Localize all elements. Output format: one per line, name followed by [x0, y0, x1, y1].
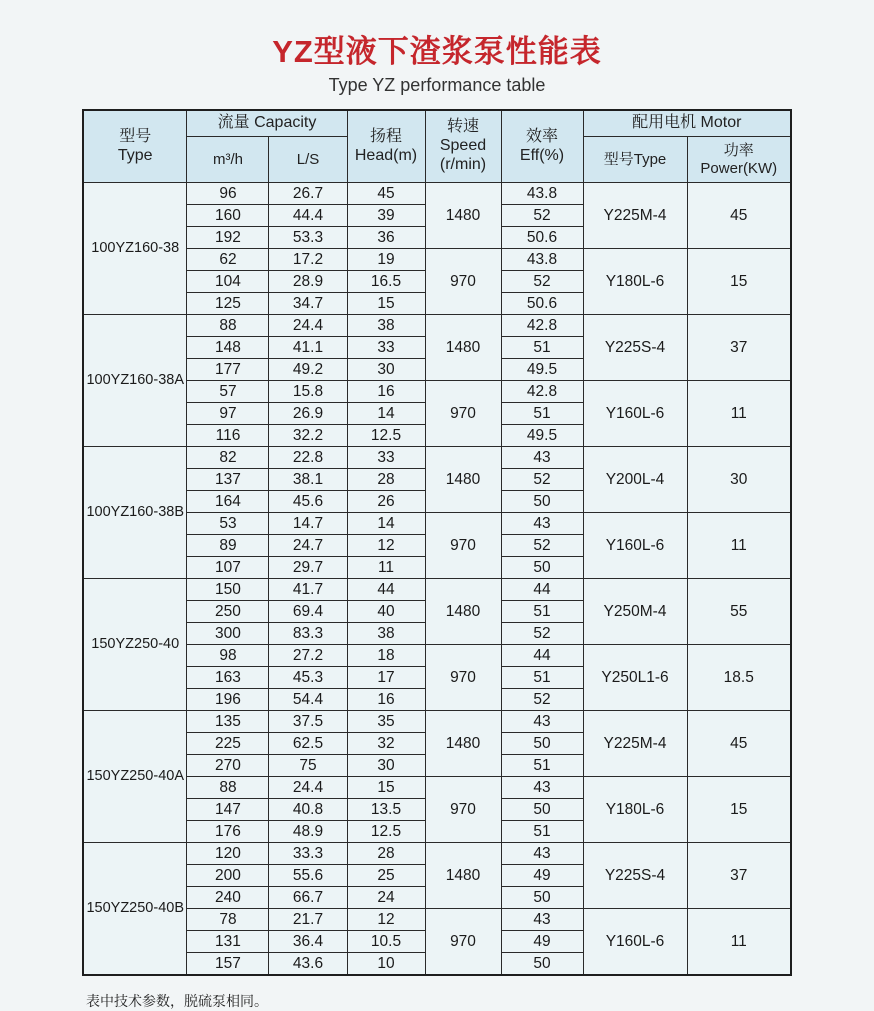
speed-cell: 970	[425, 909, 501, 976]
eff-cell: 50	[501, 799, 583, 821]
eff-cell: 50	[501, 491, 583, 513]
head-cell: 30	[347, 359, 425, 381]
page-title: YZ型液下渣浆泵性能表	[272, 34, 602, 69]
header-speed-en: Speed	[439, 137, 487, 155]
motor-power-cell: 37	[687, 315, 791, 381]
capacity-ls-cell: 24.4	[269, 777, 347, 799]
head-cell: 38	[347, 623, 425, 645]
eff-cell: 43.8	[501, 183, 583, 205]
table-body	[83, 183, 791, 976]
capacity-m3h-cell: 196	[187, 689, 269, 711]
eff-cell: 50	[501, 887, 583, 909]
capacity-m3h-cell: 250	[187, 601, 269, 623]
head-cell: 28	[347, 469, 425, 491]
eff-cell: 52	[501, 689, 583, 711]
head-cell: 16	[347, 381, 425, 403]
eff-cell: 50	[501, 557, 583, 579]
capacity-ls-cell: 69.4	[269, 601, 347, 623]
table-row	[83, 447, 791, 469]
capacity-m3h-cell: 150	[187, 579, 269, 601]
motor-type-cell: Y250L1-6	[583, 645, 687, 711]
table-row	[83, 909, 791, 931]
capacity-ls-cell: 55.6	[269, 865, 347, 887]
table-row	[83, 513, 791, 535]
capacity-m3h-cell: 163	[187, 667, 269, 689]
capacity-m3h-cell: 104	[187, 271, 269, 293]
head-cell: 44	[347, 579, 425, 601]
head-cell: 14	[347, 513, 425, 535]
footnote: 表中技术参数，脱硫泵相同。	[86, 993, 268, 1010]
capacity-m3h-cell: 107	[187, 557, 269, 579]
capacity-m3h-cell: 300	[187, 623, 269, 645]
head-cell: 16.5	[347, 271, 425, 293]
motor-type-cell: Y225M-4	[583, 183, 687, 249]
capacity-ls-cell: 21.7	[269, 909, 347, 931]
table-row	[83, 315, 791, 337]
head-cell: 25	[347, 865, 425, 887]
eff-cell: 43	[501, 843, 583, 865]
head-cell: 38	[347, 315, 425, 337]
capacity-m3h-cell: 62	[187, 249, 269, 271]
eff-cell: 52	[501, 469, 583, 491]
table-row	[83, 711, 791, 733]
capacity-ls-cell: 44.4	[269, 205, 347, 227]
header-row-main	[83, 110, 791, 136]
eff-cell: 52	[501, 535, 583, 557]
motor-type-cell: Y200L-4	[583, 447, 687, 513]
head-cell: 18	[347, 645, 425, 667]
capacity-m3h-cell: 125	[187, 293, 269, 315]
capacity-m3h-cell: 57	[187, 381, 269, 403]
capacity-m3h-cell: 96	[187, 183, 269, 205]
eff-cell: 43	[501, 513, 583, 535]
eff-cell: 51	[501, 755, 583, 777]
eff-cell: 51	[501, 821, 583, 843]
capacity-ls-cell: 53.3	[269, 227, 347, 249]
capacity-ls-cell: 54.4	[269, 689, 347, 711]
motor-type-cell: Y180L-6	[583, 777, 687, 843]
header-capacity-m3h: m³/h	[187, 136, 269, 182]
capacity-ls-cell: 29.7	[269, 557, 347, 579]
header-type-cn: 型号	[119, 127, 152, 145]
performance-table	[82, 109, 792, 976]
eff-cell: 43.8	[501, 249, 583, 271]
eff-cell: 42.8	[501, 381, 583, 403]
head-cell: 28	[347, 843, 425, 865]
head-cell: 10	[347, 953, 425, 976]
capacity-m3h-cell: 98	[187, 645, 269, 667]
speed-cell: 970	[425, 249, 501, 315]
head-cell: 36	[347, 227, 425, 249]
eff-cell: 43	[501, 711, 583, 733]
capacity-ls-cell: 48.9	[269, 821, 347, 843]
capacity-m3h-cell: 88	[187, 777, 269, 799]
eff-cell: 49.5	[501, 425, 583, 447]
capacity-ls-cell: 14.7	[269, 513, 347, 535]
table-row	[83, 843, 791, 865]
capacity-ls-cell: 45.6	[269, 491, 347, 513]
head-cell: 12.5	[347, 425, 425, 447]
capacity-ls-cell: 38.1	[269, 469, 347, 491]
capacity-ls-cell: 62.5	[269, 733, 347, 755]
motor-type-cell: Y160L-6	[583, 513, 687, 579]
head-cell: 45	[347, 183, 425, 205]
capacity-m3h-cell: 88	[187, 315, 269, 337]
capacity-ls-cell: 41.1	[269, 337, 347, 359]
capacity-m3h-cell: 157	[187, 953, 269, 976]
head-cell: 16	[347, 689, 425, 711]
capacity-ls-cell: 45.3	[269, 667, 347, 689]
motor-power-cell: 18.5	[687, 645, 791, 711]
capacity-m3h-cell: 160	[187, 205, 269, 227]
motor-type-cell: Y160L-6	[583, 909, 687, 976]
capacity-ls-cell: 33.3	[269, 843, 347, 865]
header-head-en: Head(m)	[354, 146, 418, 164]
table-row	[83, 249, 791, 271]
speed-cell: 1480	[425, 843, 501, 909]
speed-cell: 970	[425, 381, 501, 447]
eff-cell: 52	[501, 271, 583, 293]
motor-power-cell: 37	[687, 843, 791, 909]
capacity-m3h-cell: 78	[187, 909, 269, 931]
speed-cell: 1480	[425, 183, 501, 249]
head-cell: 35	[347, 711, 425, 733]
capacity-m3h-cell: 120	[187, 843, 269, 865]
model-cell: 150YZ250-40	[83, 579, 187, 711]
capacity-ls-cell: 26.9	[269, 403, 347, 425]
header-eff	[501, 110, 583, 183]
header-head-cn: 扬程	[369, 127, 402, 145]
capacity-m3h-cell: 82	[187, 447, 269, 469]
eff-cell: 50	[501, 733, 583, 755]
eff-cell: 52	[501, 623, 583, 645]
eff-cell: 42.8	[501, 315, 583, 337]
head-cell: 13.5	[347, 799, 425, 821]
head-cell: 12	[347, 535, 425, 557]
model-cell: 150YZ250-40B	[83, 843, 187, 976]
motor-type-cell: Y160L-6	[583, 381, 687, 447]
motor-power-cell: 55	[687, 579, 791, 645]
eff-cell: 43	[501, 909, 583, 931]
header-motor-type: 型号Type	[583, 136, 687, 182]
eff-cell: 44	[501, 645, 583, 667]
eff-cell: 50.6	[501, 293, 583, 315]
header-capacity-ls: L/S	[269, 136, 347, 182]
header-motor-power: 功率Power(KW)	[687, 136, 791, 182]
capacity-ls-cell: 22.8	[269, 447, 347, 469]
capacity-ls-cell: 17.2	[269, 249, 347, 271]
eff-cell: 43	[501, 777, 583, 799]
speed-cell: 970	[425, 513, 501, 579]
head-cell: 12.5	[347, 821, 425, 843]
capacity-m3h-cell: 164	[187, 491, 269, 513]
capacity-ls-cell: 37.5	[269, 711, 347, 733]
speed-cell: 1480	[425, 579, 501, 645]
head-cell: 15	[347, 293, 425, 315]
head-cell: 11	[347, 557, 425, 579]
head-cell: 39	[347, 205, 425, 227]
motor-power-cell: 11	[687, 909, 791, 976]
motor-type-cell: Y225M-4	[583, 711, 687, 777]
table-row	[83, 579, 791, 601]
motor-type-cell: Y180L-6	[583, 249, 687, 315]
capacity-ls-cell: 83.3	[269, 623, 347, 645]
motor-power-cell: 15	[687, 249, 791, 315]
eff-cell: 49	[501, 865, 583, 887]
head-cell: 12	[347, 909, 425, 931]
header-eff-cn: 效率	[525, 127, 558, 145]
capacity-m3h-cell: 147	[187, 799, 269, 821]
head-cell: 33	[347, 337, 425, 359]
motor-type-cell: Y225S-4	[583, 843, 687, 909]
capacity-ls-cell: 26.7	[269, 183, 347, 205]
capacity-ls-cell: 34.7	[269, 293, 347, 315]
speed-cell: 970	[425, 777, 501, 843]
capacity-m3h-cell: 135	[187, 711, 269, 733]
capacity-m3h-cell: 116	[187, 425, 269, 447]
eff-cell: 51	[501, 667, 583, 689]
eff-cell: 43	[501, 447, 583, 469]
capacity-ls-cell: 43.6	[269, 953, 347, 976]
capacity-m3h-cell: 270	[187, 755, 269, 777]
head-cell: 26	[347, 491, 425, 513]
capacity-ls-cell: 36.4	[269, 931, 347, 953]
capacity-m3h-cell: 176	[187, 821, 269, 843]
capacity-ls-cell: 24.7	[269, 535, 347, 557]
eff-cell: 50.6	[501, 227, 583, 249]
page	[0, 26, 874, 1011]
capacity-m3h-cell: 89	[187, 535, 269, 557]
speed-cell: 1480	[425, 447, 501, 513]
capacity-m3h-cell: 97	[187, 403, 269, 425]
header-speed-cn: 转速	[446, 118, 479, 136]
header-speed-unit: (r/min)	[439, 156, 487, 174]
head-cell: 17	[347, 667, 425, 689]
eff-cell: 49	[501, 931, 583, 953]
header-head	[347, 110, 425, 183]
header-motor: 配用电机 Motor	[583, 110, 791, 136]
capacity-ls-cell: 75	[269, 755, 347, 777]
motor-power-cell: 45	[687, 711, 791, 777]
head-cell: 30	[347, 755, 425, 777]
model-cell: 100YZ160-38B	[83, 447, 187, 579]
motor-power-cell: 45	[687, 183, 791, 249]
capacity-m3h-cell: 53	[187, 513, 269, 535]
capacity-ls-cell: 32.2	[269, 425, 347, 447]
capacity-ls-cell: 28.9	[269, 271, 347, 293]
eff-cell: 51	[501, 337, 583, 359]
header-type-en: Type	[117, 146, 153, 164]
eff-cell: 49.5	[501, 359, 583, 381]
eff-cell: 51	[501, 403, 583, 425]
table-row	[83, 645, 791, 667]
capacity-m3h-cell: 131	[187, 931, 269, 953]
capacity-ls-cell: 27.2	[269, 645, 347, 667]
capacity-ls-cell: 41.7	[269, 579, 347, 601]
head-cell: 10.5	[347, 931, 425, 953]
eff-cell: 44	[501, 579, 583, 601]
capacity-m3h-cell: 240	[187, 887, 269, 909]
head-cell: 19	[347, 249, 425, 271]
head-cell: 33	[347, 447, 425, 469]
capacity-ls-cell: 15.8	[269, 381, 347, 403]
capacity-m3h-cell: 177	[187, 359, 269, 381]
model-cell: 100YZ160-38A	[83, 315, 187, 447]
table-header	[83, 110, 791, 183]
table-row	[83, 381, 791, 403]
capacity-ls-cell: 40.8	[269, 799, 347, 821]
capacity-ls-cell: 49.2	[269, 359, 347, 381]
head-cell: 15	[347, 777, 425, 799]
motor-power-cell: 30	[687, 447, 791, 513]
capacity-m3h-cell: 137	[187, 469, 269, 491]
motor-type-cell: Y225S-4	[583, 315, 687, 381]
motor-type-cell: Y250M-4	[583, 579, 687, 645]
eff-cell: 51	[501, 601, 583, 623]
capacity-m3h-cell: 148	[187, 337, 269, 359]
model-cell: 100YZ160-38	[83, 183, 187, 315]
page-subtitle: Type YZ performance table	[328, 75, 546, 95]
head-cell: 40	[347, 601, 425, 623]
model-cell: 150YZ250-40A	[83, 711, 187, 843]
motor-power-cell: 11	[687, 513, 791, 579]
motor-power-cell: 15	[687, 777, 791, 843]
eff-cell: 50	[501, 953, 583, 976]
speed-cell: 970	[425, 645, 501, 711]
capacity-m3h-cell: 192	[187, 227, 269, 249]
table-row	[83, 183, 791, 205]
header-eff-en: Eff(%)	[519, 146, 565, 164]
head-cell: 32	[347, 733, 425, 755]
header-capacity: 流量 Capacity	[187, 110, 347, 136]
table-row	[83, 777, 791, 799]
header-type	[83, 110, 187, 183]
capacity-ls-cell: 66.7	[269, 887, 347, 909]
speed-cell: 1480	[425, 711, 501, 777]
capacity-m3h-cell: 225	[187, 733, 269, 755]
motor-power-cell: 11	[687, 381, 791, 447]
capacity-m3h-cell: 200	[187, 865, 269, 887]
head-cell: 14	[347, 403, 425, 425]
eff-cell: 52	[501, 205, 583, 227]
speed-cell: 1480	[425, 315, 501, 381]
capacity-ls-cell: 24.4	[269, 315, 347, 337]
header-speed	[425, 110, 501, 183]
head-cell: 24	[347, 887, 425, 909]
